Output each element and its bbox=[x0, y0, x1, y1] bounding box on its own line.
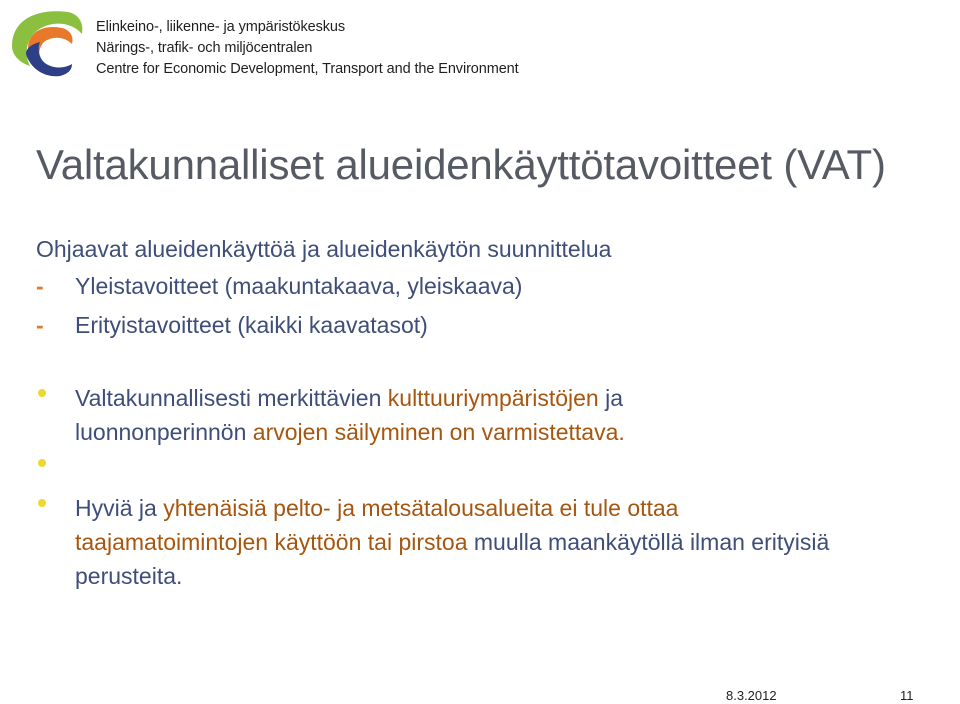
slide-title: Valtakunnalliset alueidenkäyttötavoitteet (VAT) bbox=[36, 141, 886, 188]
bullet-highlight: kulttuuriympäristöjen bbox=[387, 385, 599, 411]
slide-content bbox=[36, 231, 936, 593]
header bbox=[0, 0, 960, 90]
dash-item-special-goals bbox=[36, 306, 936, 345]
org-name-english: Centre for Economic Development, Transport and the Environment bbox=[96, 61, 519, 77]
bullet-dot bbox=[38, 499, 46, 507]
bullet-highlight: yhtenäisiä pelto- ja metsätalousalueita ei tule ottaa taajamatoimintojen käyttöön tai pirstoa bbox=[75, 495, 679, 555]
org-name-swedish: Närings-, trafik- och miljöcentralen bbox=[96, 40, 313, 56]
bullet-text: Valtakunnallisesti merkittävien bbox=[75, 385, 388, 411]
bullet-dot bbox=[38, 389, 46, 397]
bullet-text: ja luonnonperinnön bbox=[75, 385, 623, 445]
intro-text: Ohjaavat alueidenkäyttöä ja alueidenkäytön suunnittelua bbox=[36, 236, 612, 262]
bullet-cultural-environments bbox=[36, 381, 795, 449]
bullet-text: Hyviä ja bbox=[75, 495, 164, 521]
org-name-finnish: Elinkeino-, liikenne- ja ympäristökeskus bbox=[96, 19, 346, 35]
dash-marker: - bbox=[36, 312, 44, 338]
dash-marker: - bbox=[36, 273, 44, 299]
bullet-highlight: arvojen säilyminen on varmistettava. bbox=[252, 419, 625, 445]
footer-date: 8.3.2012 bbox=[726, 688, 777, 703]
dash-item-text: Erityistavoitteet (kaikki kaavatasot) bbox=[75, 312, 428, 338]
bullet-dot-empty bbox=[38, 459, 46, 467]
bullet-text: muulla maankäytöllä ilman erityisiä perusteita. bbox=[75, 529, 830, 589]
ely-centre-logo-icon bbox=[6, 4, 86, 84]
page-number: 11 bbox=[900, 688, 914, 703]
bullet-agricultural-areas bbox=[36, 491, 875, 593]
dash-item-text: Yleistavoitteet (maakuntakaava, yleiskaava) bbox=[75, 273, 523, 299]
dash-item-general-goals bbox=[36, 267, 936, 306]
